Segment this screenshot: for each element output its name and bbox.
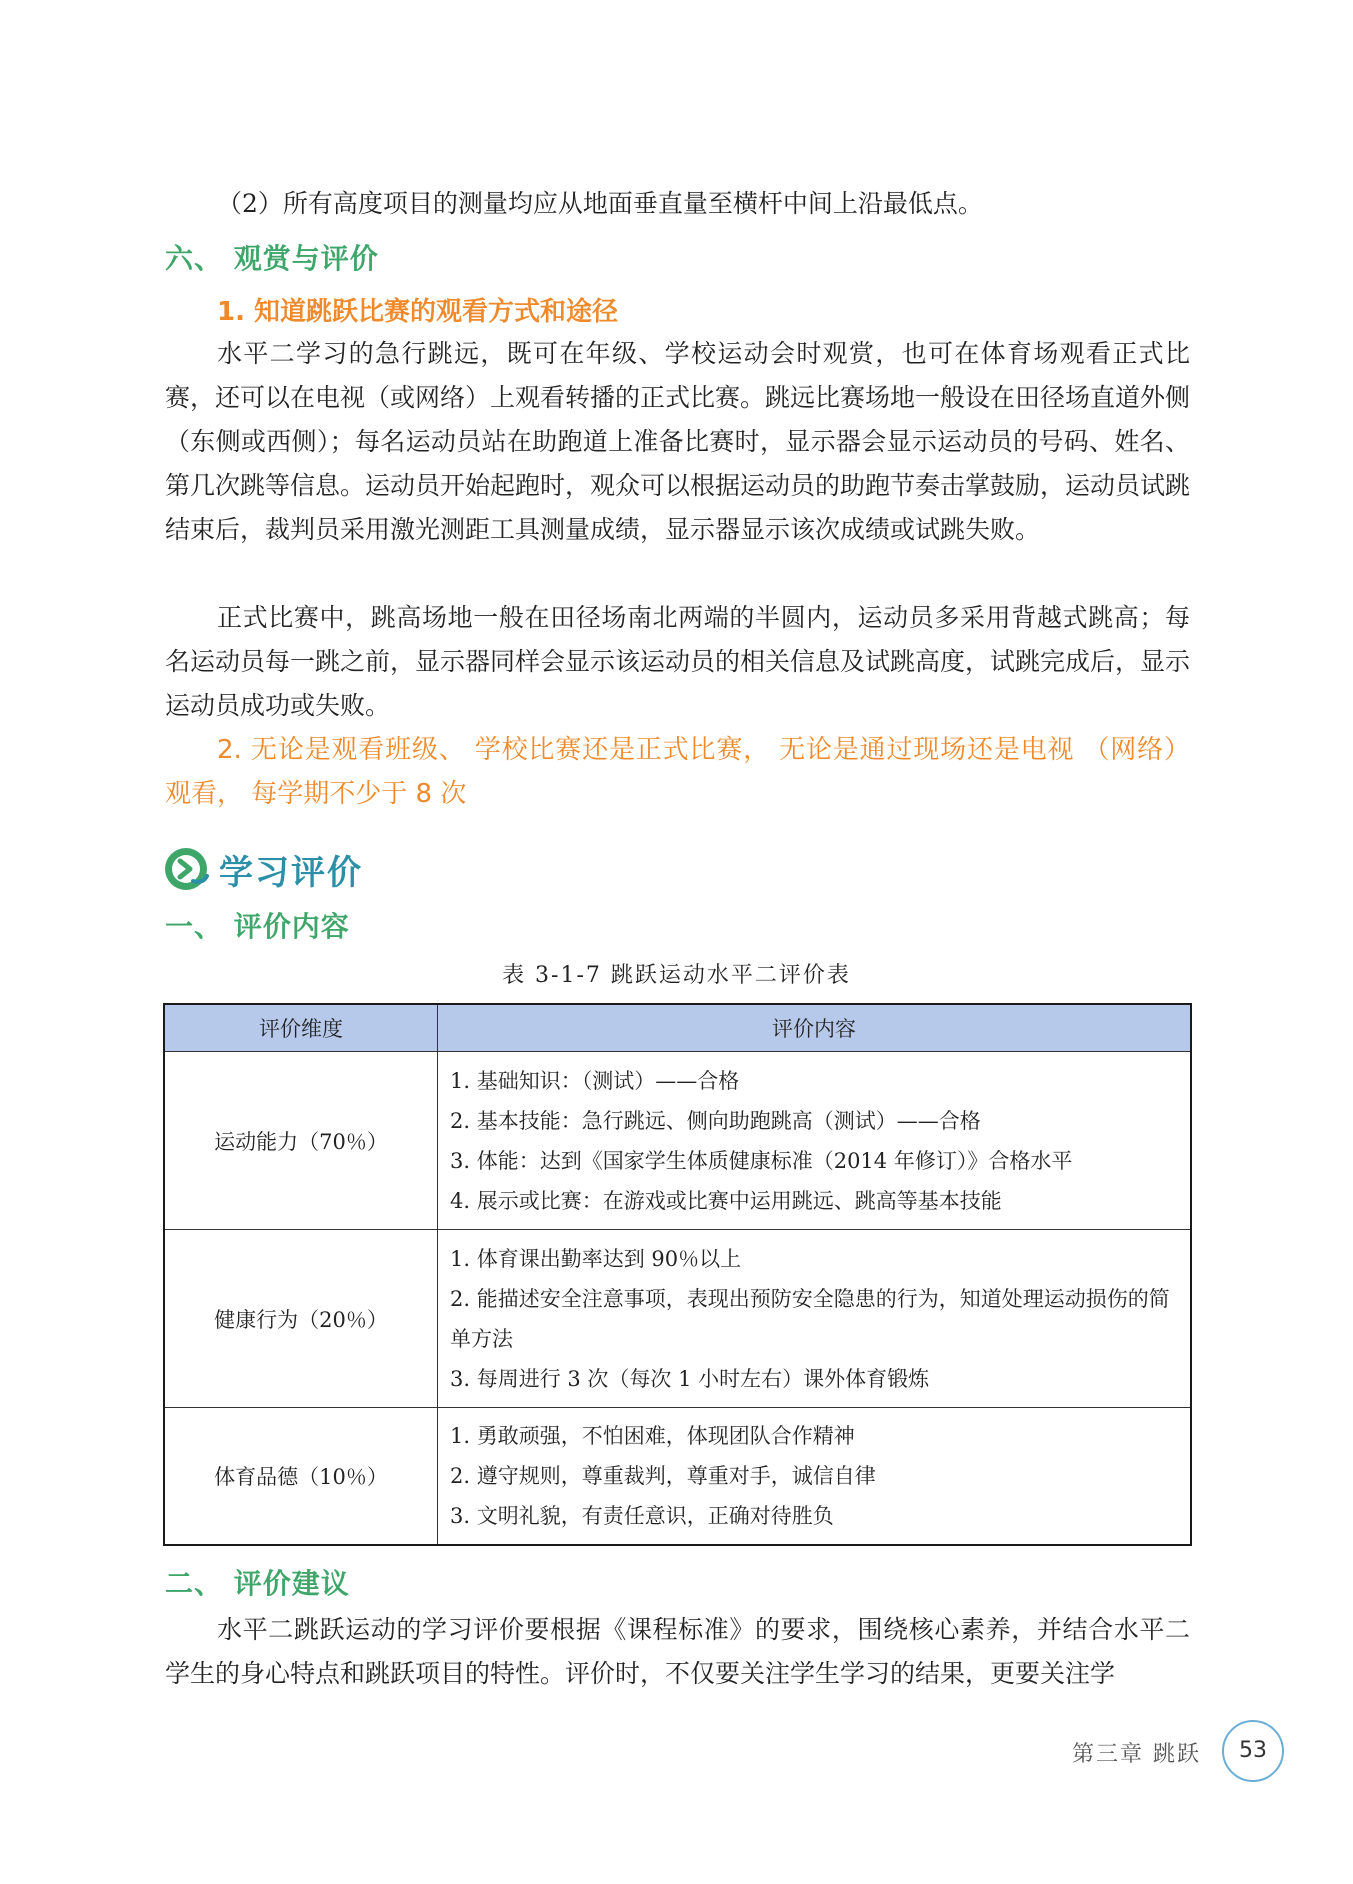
section6-sub1: 1. 知道跳跃比赛的观看方式和途径 [217, 297, 619, 327]
part2-para: 水平二跳跃运动的学习评价要根据《课程标准》的要求，围绕核心素养，并结合水平二学生的身心特点和跳跃项目的特性。评价时，不仅要关注学生学习的结果，更要关注学 [165, 1615, 1190, 1688]
table-row [164, 1408, 1191, 1546]
dimension-cell: 健康行为（20％） [164, 1230, 438, 1408]
table-row [164, 1052, 1191, 1230]
page-number: 53 [1222, 1720, 1284, 1782]
arrow-circle-icon [163, 846, 209, 892]
study-eval-title: 学习评价 [219, 852, 363, 893]
header-content: 评价内容 [438, 1004, 1192, 1052]
section6-para1: 水平二学习的急行跳远，既可在年级、学校运动会时观赏，也可在体育场观看正式比赛，还可以在电视（或网络）上观看转播的正式比赛。跳远比赛场地一般设在田径场直道外侧（东侧或西侧）；每名运动员站在助跑道上准备比赛时，显示器会显示运动员的号码、姓名、第几次跳等信息。运动员开始起跑时，观众可以根据运动员的助跑节奏击掌鼓励，运动员试跳结束后，裁判员采用激光测距工具测量成绩，显示器显示该次成绩或试跳失败。 [165, 339, 1191, 544]
study-eval-header [163, 846, 363, 892]
content-item: 4. 展示或比赛：在游戏或比赛中运用跳远、跳高等基本技能 [450, 1188, 1002, 1213]
chapter-footer: 第三章 跳跃 [1072, 1742, 1201, 1767]
part2-heading: 二、 评价建议 [165, 1567, 350, 1600]
section6-heading: 六、 观赏与评价 [165, 242, 379, 275]
content-item: 1. 勇敢顽强，不怕困难，体现团队合作精神 [450, 1424, 855, 1448]
content-item: 1. 基础知识：（测试）——合格 [450, 1068, 740, 1093]
content-item: 3. 文明礼貌，有责任意识，正确对待胜负 [450, 1504, 834, 1528]
content-cell [438, 1408, 1192, 1546]
dimension-cell: 体育品德（10％） [164, 1408, 438, 1546]
content-cell [438, 1230, 1192, 1408]
table-caption: 表 3-1-7 跳跃运动水平二评价表 [502, 963, 851, 988]
content-item: 3. 体能：达到《国家学生体质健康标准（2014 年修订）》合格水平 [450, 1148, 1073, 1173]
section6-para2: 正式比赛中，跳高场地一般在田径场南北两端的半圆内，运动员多采用背越式跳高；每名运动员每一跳之前，显示器同样会显示该运动员的相关信息及试跳高度，试跳完成后，显示运动员成功或失败。 [165, 603, 1191, 720]
evaluation-table [163, 1003, 1192, 1546]
section6-sub2: 2. 无论是观看班级、 学校比赛还是正式比赛， 无论是通过现场还是电视 （网络） 观看， 每学期不少于 8 次 [165, 735, 1190, 809]
content-item: 2. 遵守规则，尊重裁判，尊重对手，诚信自律 [450, 1464, 876, 1488]
table-row [164, 1230, 1191, 1408]
content-item: 2. 基本技能：急行跳远、侧向助跑跳高（测试）——合格 [450, 1108, 981, 1133]
content-cell [438, 1052, 1192, 1230]
content-item: 2. 能描述安全注意事项，表现出预防安全隐患的行为，知道处理运动损伤的简单方法 [450, 1286, 1170, 1351]
part1-heading: 一、 评价内容 [165, 910, 350, 943]
dimension-cell: 运动能力（70％） [164, 1052, 438, 1230]
content-item: 3. 每周进行 3 次（每次 1 小时左右）课外体育锻炼 [450, 1366, 930, 1391]
intro-line: （2）所有高度项目的测量均应从地面垂直量至横杆中间上沿最低点。 [217, 189, 983, 218]
header-dimension: 评价维度 [164, 1004, 438, 1052]
content-item: 1. 体育课出勤率达到 90％以上 [450, 1246, 742, 1271]
table-header-row [164, 1004, 1191, 1052]
